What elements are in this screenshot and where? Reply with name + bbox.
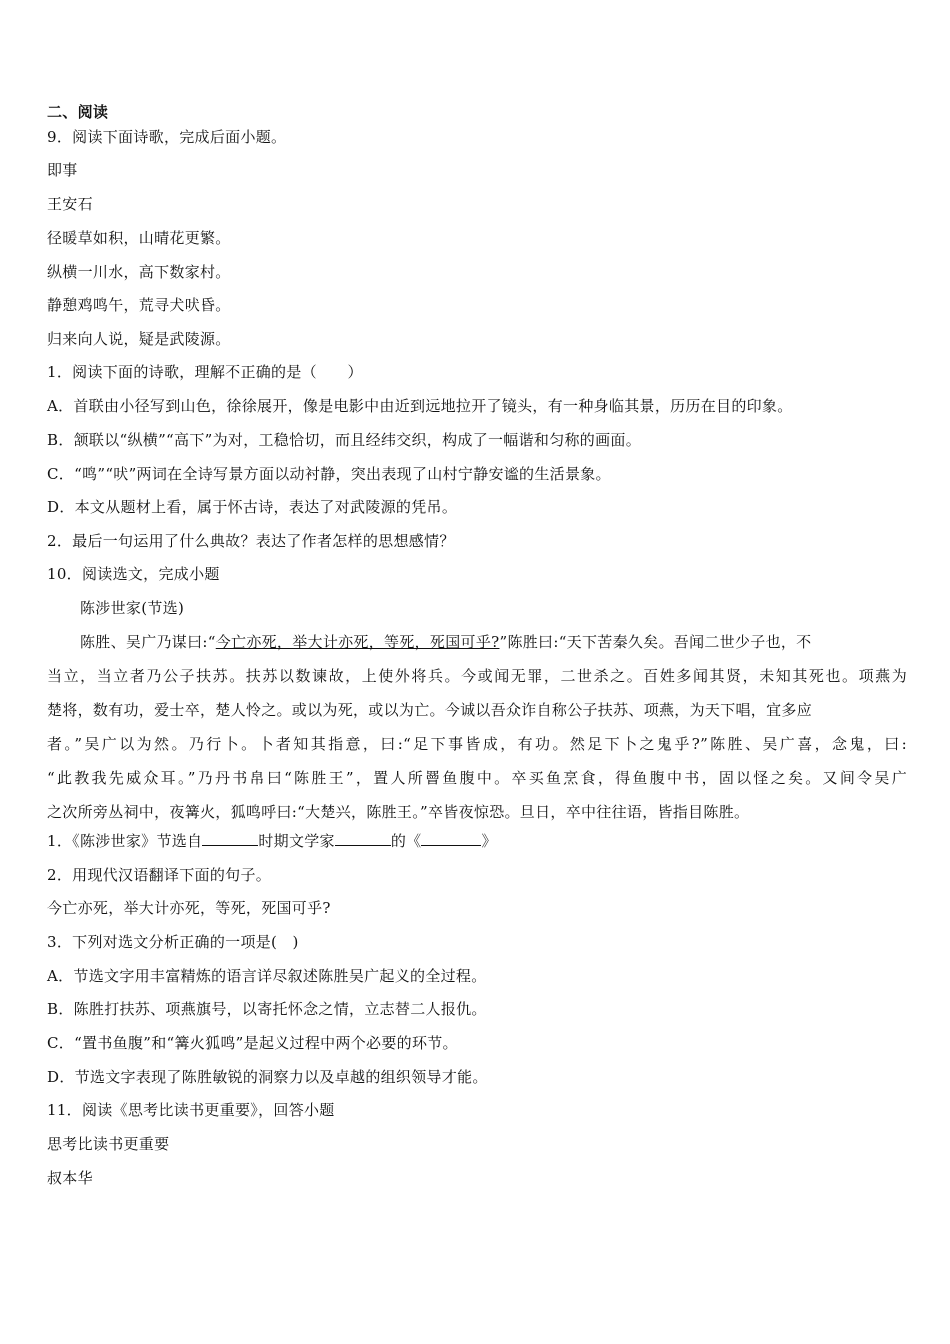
- passage-line: 楚将，数有功，爱士卒，楚人怜之。或以为死，或以为亡。今诚以吾众诈自称公子扶苏、项燕，为天下唱，宜多应: [47, 701, 813, 719]
- essay-author: 叔本华: [47, 1169, 93, 1187]
- q10-option-b: B．陈胜打扶苏、项燕旗号，以寄托怀念之情，立志替二人报仇。: [47, 1000, 487, 1018]
- passage-title: 陈涉世家(节选): [80, 599, 185, 617]
- document-page: [47, 100, 907, 1187]
- q10-sub1-text: 1．《陈涉世家》节选自: [47, 832, 203, 850]
- q9-option-b: B．颔联以“纵横”“高下”为对，工稳恰切，而且经纬交织，构成了一幅谐和匀称的画面。: [47, 431, 642, 449]
- q10-option-d: D．节选文字表现了陈胜敏锐的洞察力以及卓越的组织领导才能。: [47, 1068, 488, 1086]
- q9-option-a: A．首联由小径写到山色，徐徐展开，像是电影中由近到远地拉开了镜头，有一种身临其景，历历在目的印象。: [47, 397, 793, 415]
- section-title: 二、阅读: [47, 103, 109, 121]
- q10-sub1-text: 时期文学家: [258, 832, 335, 850]
- q10-sub2-sentence: 今亡亦死，举大计亦死，等死，死国可乎?: [47, 899, 331, 917]
- q10-sub1-text: 》: [481, 832, 497, 850]
- underlined-sentence: 今亡亦死，举大计亦死，等死，死国可乎?: [215, 633, 500, 651]
- q10-sub2: 2．用现代汉语翻译下面的句子。: [47, 866, 272, 884]
- q10-sub3: 3．下列对选文分析正确的一项是( ): [47, 933, 299, 951]
- answer-blank-author[interactable]: [335, 831, 391, 846]
- passage-line: 之次所旁丛祠中，夜篝火，狐鸣呼曰:“大楚兴，陈胜王。”卒皆夜惊恐。旦日，卒中往往语，皆指目陈胜。: [47, 803, 750, 821]
- passage-text: ”陈胜曰:“天下苦秦久矣。吾闻二世少子也，不: [499, 633, 812, 651]
- q10-sub1-text: 的《: [390, 832, 422, 850]
- passage-text: 陈胜、吴广乃谋曰:“: [80, 633, 216, 651]
- answer-blank-book[interactable]: [421, 831, 481, 846]
- q9-sub1: 1．阅读下面的诗歌，理解不正确的是（ ）: [47, 363, 363, 381]
- answer-blank-era[interactable]: [202, 831, 258, 846]
- essay-title: 思考比读书更重要: [47, 1135, 170, 1153]
- poem-line: 纵横一川水，高下数家村。: [47, 263, 231, 281]
- q11-prompt: 11．阅读《思考比读书更重要》，回答小题: [47, 1101, 335, 1119]
- q9-option-c: C．“鸣”“吠”两词在全诗写景方面以动衬静，突出表现了山村宁静安谧的生活景象。: [47, 465, 611, 483]
- poem-line: 静憩鸡鸣午，荒寻犬吠昏。: [47, 296, 231, 314]
- passage-line: 当立，当立者乃公子扶苏。扶苏以数谏故，上使外将兵。今或闻无罪，二世杀之。百姓多闻其贤，未知其死也。项燕为: [47, 667, 907, 685]
- q9-sub2: 2．最后一句运用了什么典故？表达了作者怎样的思想感情？: [47, 532, 455, 550]
- poem-title: 即事: [47, 161, 78, 179]
- q10-prompt: 10．阅读选文，完成小题: [47, 565, 220, 583]
- passage-line: 者。”吴广以为然。乃行卜。卜者知其指意，曰:“足下事皆成，有功。然足下卜之鬼乎?”陈胜、吴广喜，念鬼，曰:: [47, 735, 907, 753]
- poem-line: 径暖草如积，山晴花更繁。: [47, 229, 231, 247]
- q9-option-d: D．本文从题材上看，属于怀古诗，表达了对武陵源的凭吊。: [47, 498, 458, 516]
- poem-author: 王安石: [47, 195, 93, 213]
- poem-line: 归来向人说，疑是武陵源。: [47, 330, 231, 348]
- q10-option-c: C．“置书鱼腹”和“篝火狐鸣”是起义过程中两个必要的环节。: [47, 1034, 458, 1052]
- q9-prompt: 9．阅读下面诗歌，完成后面小题。: [47, 128, 287, 146]
- q10-option-a: A．节选文字用丰富精炼的语言详尽叙述陈胜吴广起义的全过程。: [47, 967, 487, 985]
- q10-sub1: [47, 831, 907, 851]
- passage-line: [47, 632, 907, 652]
- passage-line: “此教我先威众耳。”乃丹书帛曰“陈胜王”，置人所罾鱼腹中。卒买鱼烹食，得鱼腹中书，固以怪之矣。又间令吴广: [47, 769, 907, 787]
